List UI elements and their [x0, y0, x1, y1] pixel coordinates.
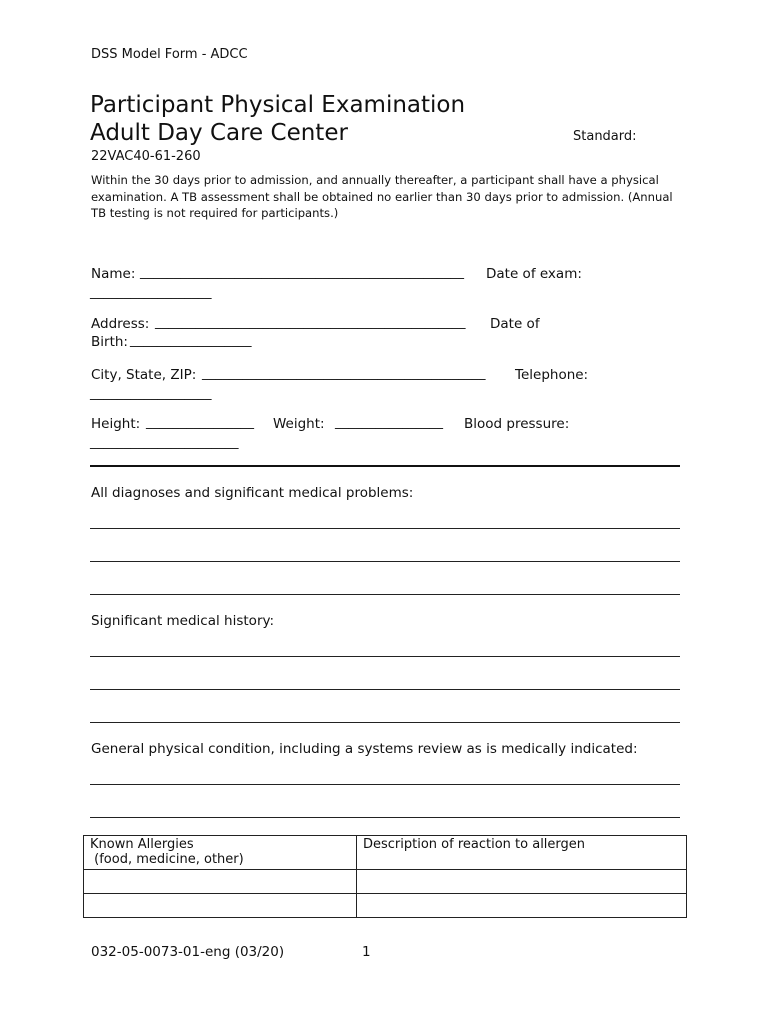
telephone-field[interactable]: __________________	[90, 385, 212, 401]
history-line-2[interactable]	[90, 689, 680, 690]
allergy-header-known	[84, 836, 357, 870]
page-number: 1	[362, 944, 371, 960]
physical-condition-label: General physical condition, including a systems review as is medically indicated:	[91, 741, 638, 757]
reaction-cell[interactable]	[357, 894, 687, 918]
diagnoses-label: All diagnoses and significant medical problems:	[91, 485, 414, 501]
section-divider	[90, 465, 680, 467]
telephone-label: Telephone:	[515, 367, 589, 383]
reaction-cell[interactable]	[357, 870, 687, 894]
weight-field[interactable]: ________________	[335, 414, 443, 430]
blood-pressure-field[interactable]: ______________________	[90, 434, 239, 450]
allergy-row	[84, 870, 687, 894]
date-exam-label: Date of exam:	[486, 266, 582, 282]
diagnoses-line-2[interactable]	[90, 561, 680, 562]
address-label: Address:	[91, 316, 150, 332]
history-line-3[interactable]	[90, 722, 680, 723]
address-field[interactable]: ______________________________________________	[155, 314, 466, 330]
form-id: DSS Model Form - ADCC	[91, 47, 248, 62]
height-label: Height:	[91, 416, 141, 432]
dob-field[interactable]: __________________	[130, 332, 252, 348]
city-state-zip-field[interactable]: __________________________________________	[202, 365, 486, 381]
dob-label: Date of	[490, 316, 540, 332]
name-label: Name:	[91, 266, 136, 282]
allergy-header-line1: Known Allergies	[90, 837, 194, 852]
page-subtitle: Adult Day Care Center	[90, 120, 348, 146]
allergy-cell[interactable]	[84, 894, 357, 918]
dob-label-2: Birth:	[91, 334, 128, 350]
physical-line-1[interactable]	[90, 784, 680, 785]
blood-pressure-label: Blood pressure:	[464, 416, 570, 432]
allergy-table	[83, 835, 687, 918]
allergy-header-description: Description of reaction to allergen	[357, 836, 687, 870]
history-line-1[interactable]	[90, 656, 680, 657]
diagnoses-line-3[interactable]	[90, 594, 680, 595]
diagnoses-line-1[interactable]	[90, 528, 680, 529]
allergy-row	[84, 894, 687, 918]
date-exam-field[interactable]: __________________	[90, 284, 212, 300]
regulation-code: 22VAC40-61-260	[91, 149, 201, 164]
weight-label: Weight:	[273, 416, 325, 432]
standard-label: Standard:	[573, 129, 637, 144]
medical-history-label: Significant medical history:	[91, 613, 275, 629]
allergy-header-row	[84, 836, 687, 870]
allergy-cell[interactable]	[84, 870, 357, 894]
height-field[interactable]: ________________	[146, 414, 254, 430]
name-field[interactable]: ________________________________________________	[140, 264, 464, 280]
intro-paragraph: Within the 30 days prior to admission, and annually thereafter, a participant shall have a physical examination. A TB assessment shall be obtained no earlier than 30 days prior to admission. (Annual TB testing is not required for participants.)	[91, 173, 673, 220]
physical-line-2[interactable]	[90, 817, 680, 818]
form-number: 032-05-0073-01-eng (03/20)	[91, 944, 285, 960]
allergy-header-line2: (food, medicine, other)	[90, 852, 244, 867]
city-state-zip-label: City, State, ZIP:	[91, 367, 197, 383]
page-title: Participant Physical Examination	[90, 92, 466, 118]
